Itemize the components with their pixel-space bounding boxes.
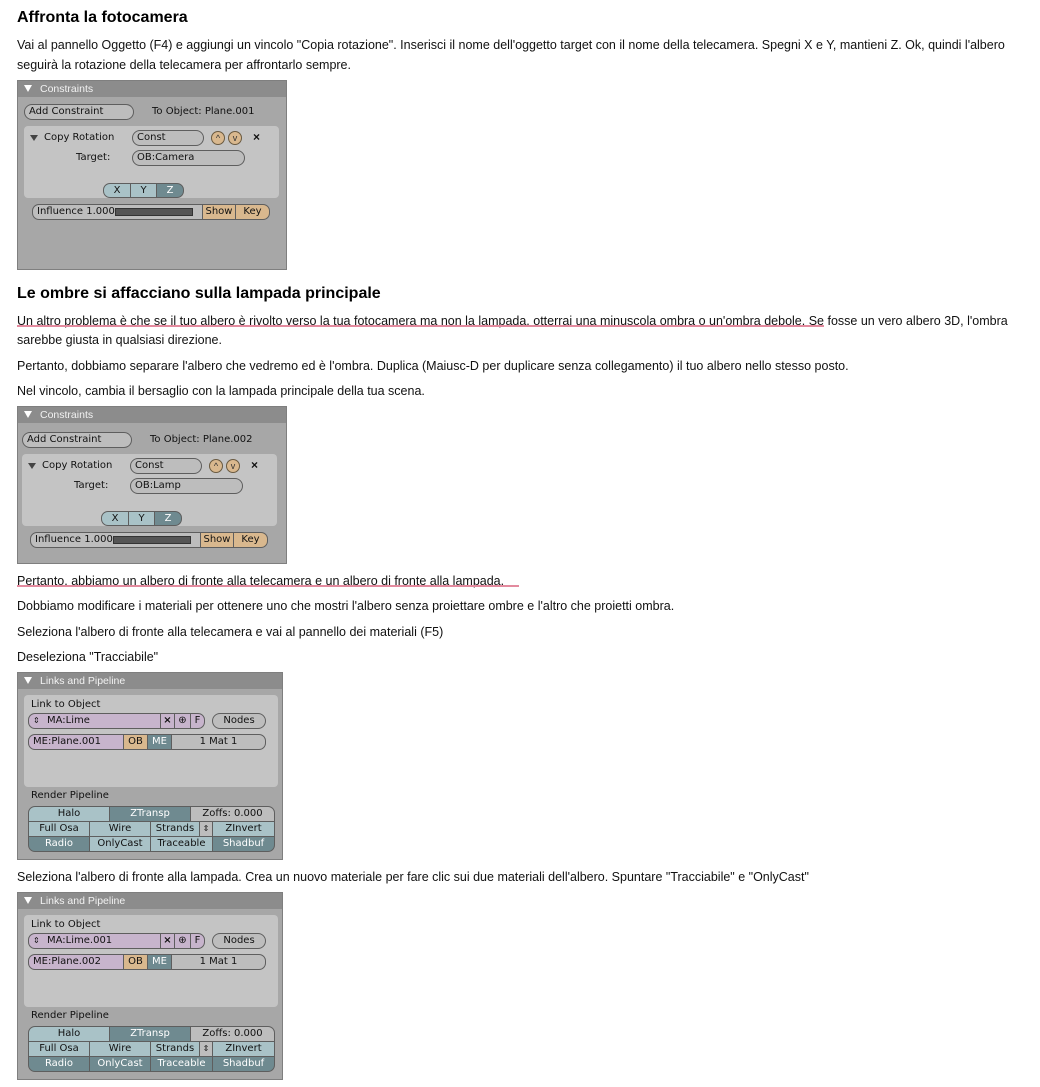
- close-icon[interactable]: ×: [160, 713, 175, 729]
- show-button[interactable]: Show: [200, 532, 234, 548]
- highlight-underline: [17, 585, 519, 587]
- slider-bar[interactable]: [115, 208, 193, 216]
- close-icon[interactable]: ×: [253, 130, 261, 144]
- me-button[interactable]: ME: [147, 954, 172, 970]
- key-button[interactable]: Key: [235, 204, 270, 220]
- constraint-name: Copy Rotation: [44, 132, 115, 143]
- link-to-object-label: Link to Object: [31, 919, 101, 930]
- axis-z-toggle[interactable]: Z: [154, 511, 182, 526]
- links-pipeline-panel: [17, 672, 283, 860]
- axis-y-toggle[interactable]: Y: [130, 183, 157, 198]
- move-down-icon[interactable]: v: [226, 459, 240, 473]
- onlycast-toggle[interactable]: OnlyCast: [89, 836, 151, 852]
- full-osa-toggle[interactable]: Full Osa: [28, 1041, 90, 1057]
- zinvert-toggle[interactable]: ZInvert: [212, 821, 275, 837]
- target-label: Target:: [76, 152, 111, 163]
- updown-arrow-icon[interactable]: ⇕: [33, 936, 40, 945]
- updown-arrow-icon[interactable]: ⇕: [33, 716, 40, 725]
- paragraph: Pertanto, abbiamo un albero di fronte alla telecamera e un albero di fronte alla lampada.: [17, 574, 505, 588]
- close-icon[interactable]: ×: [160, 933, 175, 949]
- target-label: Target:: [74, 480, 109, 491]
- target-field[interactable]: OB:Lamp: [130, 478, 243, 494]
- move-up-icon[interactable]: ^: [211, 131, 225, 145]
- collapse-triangle-icon[interactable]: [24, 85, 32, 92]
- shadbuf-toggle[interactable]: Shadbuf: [212, 836, 275, 852]
- updown-arrow-icon[interactable]: ⇕: [199, 1041, 213, 1057]
- me-button[interactable]: ME: [147, 734, 172, 750]
- ob-button[interactable]: OB: [123, 734, 148, 750]
- strands-toggle[interactable]: Strands: [150, 1041, 200, 1057]
- radio-toggle[interactable]: Radio: [28, 1056, 90, 1072]
- mat-index-field[interactable]: 1 Mat 1: [171, 734, 266, 750]
- axis-z-toggle[interactable]: Z: [156, 183, 184, 198]
- paragraph: Pertanto, dobbiamo separare l'albero che vedremo ed è l'ombra. Duplica (Maiusc-D per duplicare senza collegamento) il tuo albero nello stesso posto.: [17, 359, 849, 373]
- show-button[interactable]: Show: [202, 204, 236, 220]
- zinvert-toggle[interactable]: ZInvert: [212, 1041, 275, 1057]
- panel-header[interactable]: Constraints: [18, 81, 286, 97]
- constraints-panel: [17, 406, 287, 564]
- paragraph: seguirà la rotazione della telecamera per affrontarlo sempre.: [17, 58, 351, 72]
- collapse-triangle-icon[interactable]: [24, 411, 32, 418]
- paragraph: Seleziona l'albero di fronte alla lampada. Crea un nuovo materiale per fare clic sui due materiali dell'albero. Spuntare "Tracciabile" e "OnlyCast": [17, 870, 809, 884]
- ztransp-toggle[interactable]: ZTransp: [109, 806, 191, 822]
- paragraph: Un altro problema è che se il tuo albero è rivolto verso la tua fotocamera ma non la lampada, otterrai una minuscola ombra o un'ombra debole. Se fosse un vero albero 3D, l'ombra: [17, 314, 1008, 328]
- const-field[interactable]: Const: [130, 458, 202, 474]
- render-pipeline-label: Render Pipeline: [31, 1010, 109, 1021]
- material-field[interactable]: MA:Lime: [28, 713, 161, 729]
- axis-y-toggle[interactable]: Y: [128, 511, 155, 526]
- move-up-icon[interactable]: ^: [209, 459, 223, 473]
- ob-button[interactable]: OB: [123, 954, 148, 970]
- halo-toggle[interactable]: Halo: [28, 1026, 110, 1042]
- to-object-label: To Object: Plane.002: [150, 434, 253, 445]
- links-pipeline-panel: [17, 892, 283, 1080]
- updown-arrow-icon[interactable]: ⇕: [199, 821, 213, 837]
- onlycast-toggle[interactable]: OnlyCast: [89, 1056, 151, 1072]
- paragraph: Nel vincolo, cambia il bersaglio con la lampada principale della tua scena.: [17, 384, 425, 398]
- link-to-object-label: Link to Object: [31, 699, 101, 710]
- traceable-toggle[interactable]: Traceable: [150, 836, 213, 852]
- constraints-panel: [17, 80, 287, 270]
- paragraph: Seleziona l'albero di fronte alla telecamera e vai al pannello dei materiali (F5): [17, 625, 444, 639]
- collapse-triangle-icon[interactable]: [24, 897, 32, 904]
- panel-header[interactable]: Links and Pipeline: [18, 893, 282, 909]
- paragraph: Deseleziona "Tracciabile": [17, 650, 159, 664]
- wire-toggle[interactable]: Wire: [89, 821, 151, 837]
- zoffs-field[interactable]: Zoffs: 0.000: [190, 806, 275, 822]
- collapse-triangle-icon[interactable]: [24, 677, 32, 684]
- radio-toggle[interactable]: Radio: [28, 836, 90, 852]
- mat-index-field[interactable]: 1 Mat 1: [171, 954, 266, 970]
- panel-header[interactable]: Constraints: [18, 407, 286, 423]
- shadbuf-toggle[interactable]: Shadbuf: [212, 1056, 275, 1072]
- traceable-toggle[interactable]: Traceable: [150, 1056, 213, 1072]
- const-field[interactable]: Const: [132, 130, 204, 146]
- material-field[interactable]: MA:Lime.001: [28, 933, 161, 949]
- zoffs-field[interactable]: Zoffs: 0.000: [190, 1026, 275, 1042]
- highlight-underline: [17, 325, 824, 327]
- mesh-field[interactable]: ME:Plane.001: [28, 734, 124, 750]
- halo-toggle[interactable]: Halo: [28, 806, 110, 822]
- section-heading-face-camera: Affronta la fotocamera: [17, 9, 188, 26]
- target-field[interactable]: OB:Camera: [132, 150, 245, 166]
- expand-triangle-icon[interactable]: [28, 463, 36, 469]
- key-button[interactable]: Key: [233, 532, 268, 548]
- paragraph: Dobbiamo modificare i materiali per ottenere uno che mostri l'albero senza proiettare ombre e l'altro che proietti ombra.: [17, 599, 675, 613]
- fake-user-icon[interactable]: ⊕: [174, 713, 191, 729]
- f-button[interactable]: F: [190, 713, 205, 729]
- influence-slider[interactable]: Influence 1.000: [32, 204, 203, 220]
- close-icon[interactable]: ×: [251, 458, 259, 472]
- strands-toggle[interactable]: Strands: [150, 821, 200, 837]
- render-pipeline-label: Render Pipeline: [31, 790, 109, 801]
- wire-toggle[interactable]: Wire: [89, 1041, 151, 1057]
- nodes-button[interactable]: Nodes: [212, 933, 266, 949]
- panel-header[interactable]: Links and Pipeline: [18, 673, 282, 689]
- expand-triangle-icon[interactable]: [30, 135, 38, 141]
- influence-slider[interactable]: Influence 1.000: [30, 532, 201, 548]
- nodes-button[interactable]: Nodes: [212, 713, 266, 729]
- constraint-name: Copy Rotation: [42, 460, 113, 471]
- paragraph: Vai al pannello Oggetto (F4) e aggiungi un vincolo "Copia rotazione". Inserisci il nome dell'oggetto target con il nome della telecamera. Spegni X e Y, mantieni Z. Ok, quindi l'albero: [17, 38, 1005, 52]
- add-constraint-menu[interactable]: Add Constraint: [22, 432, 132, 448]
- full-osa-toggle[interactable]: Full Osa: [28, 821, 90, 837]
- axis-x-toggle[interactable]: X: [101, 511, 129, 526]
- fake-user-icon[interactable]: ⊕: [174, 933, 191, 949]
- f-button[interactable]: F: [190, 933, 205, 949]
- to-object-label: To Object: Plane.001: [152, 106, 255, 117]
- move-down-icon[interactable]: v: [228, 131, 242, 145]
- paragraph: sarebbe giusta in qualsiasi direzione.: [17, 333, 222, 347]
- add-constraint-menu[interactable]: Add Constraint: [24, 104, 134, 120]
- ztransp-toggle[interactable]: ZTransp: [109, 1026, 191, 1042]
- axis-x-toggle[interactable]: X: [103, 183, 131, 198]
- mesh-field[interactable]: ME:Plane.002: [28, 954, 124, 970]
- section-heading-shadows: Le ombre si affacciano sulla lampada principale: [17, 285, 381, 302]
- slider-bar[interactable]: [113, 536, 191, 544]
